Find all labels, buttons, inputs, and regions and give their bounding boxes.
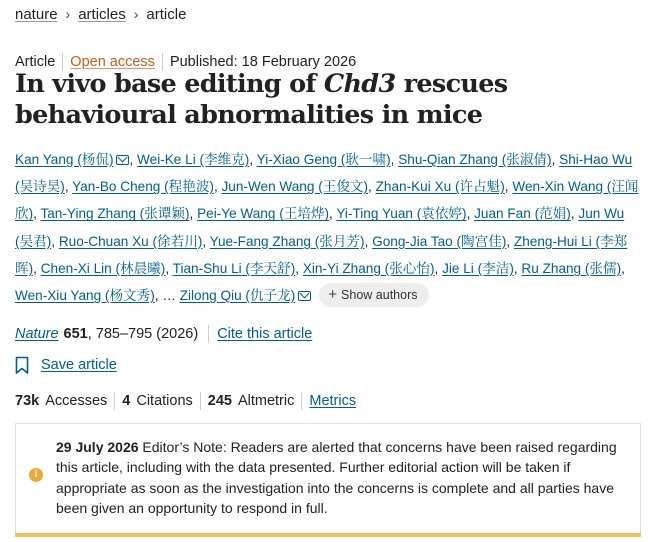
save-article-button[interactable] bbox=[15, 355, 117, 375]
breadcrumb-link-nature[interactable]: nature bbox=[15, 6, 58, 23]
accesses-label: Accesses bbox=[45, 393, 108, 409]
author-link[interactable]: Tian-Shu Li (李天舒) bbox=[172, 260, 296, 276]
author-link[interactable]: Pei-Ye Wang (王培烨) bbox=[197, 206, 330, 222]
open-access-link[interactable]: Open access bbox=[70, 54, 155, 70]
author-link[interactable]: Wen-Xiu Yang (杨文秀) bbox=[15, 288, 155, 304]
breadcrumb bbox=[15, 6, 186, 24]
author-link[interactable]: Yan-Bo Cheng (程艳波) bbox=[72, 179, 214, 195]
title-gene: Chd3 bbox=[323, 69, 396, 99]
author-link[interactable]: Shu-Qian Zhang (张淑倩) bbox=[398, 152, 552, 167]
citations-value: 4 bbox=[122, 393, 131, 409]
author-link[interactable]: Zhan-Kui Xu (许占魁) bbox=[375, 179, 505, 195]
chevron-right-icon: › bbox=[133, 6, 139, 22]
author-link[interactable]: Yue-Fang Zhang (张月芳) bbox=[209, 233, 365, 249]
citation-line bbox=[15, 325, 312, 343]
published-date: Published: 18 February 2026 bbox=[169, 54, 357, 70]
author-link[interactable]: Zheng-Hui Li (李郑晖) bbox=[15, 233, 628, 276]
author-list: Kan Yang (杨侃) , Wei-Ke Li (李维克), Yi-Xiao Geng (耿一啸), Shu-Qian Zhang (张淑倩), Shi-Hao Wu (吴诗昊), Yan-Bo Cheng (程艳波), Jun-Wen Wang (王俊文), Zhan-Kui Xu (许占魁), Wen-Xin Wang (汪闻欣), Tan-Ying Zhang (张谭颖), Pei-Ye Wang (王培烨), Yi-Ting Yuan (袁依婷), Juan Fan (范娟), Jun Wu (吴君), Ruo-Chuan Xu (徐若川), Yue-Fang Zhang (张月芳), Gong-Jia Tao (陶宫佳), Zheng-Hui Li (李郑晖), Chen-Xi Lin (林晨曦), Tian-Shu Li (李天舒), Xin-Yi Zhang (张心怡), Jie Li (李洁), Ru Zhang (张儒), Wen-Xiu Yang (杨文秀), … Zilong Qiu (仇子龙) + Show authors bbox=[15, 146, 645, 309]
show-authors-label: Show authors bbox=[341, 288, 418, 303]
breadcrumb-current: article bbox=[146, 6, 187, 23]
author-link[interactable]: Gong-Jia Tao (陶宫佳) bbox=[372, 233, 507, 249]
divider bbox=[114, 392, 115, 410]
article-type: Article bbox=[15, 54, 56, 70]
author-link[interactable]: Juan Fan (范娟) bbox=[474, 206, 571, 222]
volume: 651 bbox=[63, 326, 88, 342]
author-link[interactable]: Jun Wu (吴君) bbox=[15, 206, 625, 249]
altmetric-value: 245 bbox=[207, 393, 232, 409]
author-link[interactable]: Kan Yang (杨侃) bbox=[15, 152, 114, 167]
author-link[interactable]: Wei-Ke Li (李维克) bbox=[137, 152, 250, 167]
author-link[interactable]: Jie Li (李洁) bbox=[442, 260, 514, 276]
chevron-right-icon: › bbox=[65, 6, 71, 22]
plus-icon: + bbox=[328, 286, 338, 304]
banner-accent-bar bbox=[15, 533, 641, 537]
author-link[interactable]: Ruo-Chuan Xu (徐若川) bbox=[58, 233, 203, 249]
mail-icon[interactable] bbox=[116, 155, 129, 165]
save-article-label[interactable]: Save article bbox=[41, 357, 117, 373]
author-link[interactable]: Shi-Hao Wu (吴诗昊) bbox=[15, 152, 633, 195]
show-authors-button[interactable] bbox=[319, 283, 429, 307]
info-icon: i bbox=[29, 468, 43, 482]
author-link[interactable]: Wen-Xin Wang (汪闻欣) bbox=[15, 179, 639, 222]
mail-icon[interactable] bbox=[298, 291, 311, 301]
author-link[interactable]: Yi-Xiao Geng (耿一啸) bbox=[256, 152, 391, 167]
journal-link[interactable]: Nature bbox=[15, 326, 59, 342]
citations-label: Citations bbox=[136, 393, 193, 409]
divider bbox=[301, 392, 302, 410]
pages: , 785–795 (2026) bbox=[87, 326, 199, 342]
editor-note-date: 29 July 2026 bbox=[56, 439, 139, 455]
author-link[interactable]: Jun-Wen Wang (王俊文) bbox=[221, 179, 369, 195]
author-link[interactable]: Zilong Qiu (仇子龙) bbox=[179, 288, 296, 304]
article-title bbox=[15, 69, 650, 131]
author-link[interactable]: Ru Zhang (张儒) bbox=[521, 260, 622, 276]
divider bbox=[208, 325, 209, 343]
title-part: In vivo base editing of bbox=[15, 69, 324, 99]
bookmark-icon bbox=[15, 356, 29, 375]
author-link[interactable]: Tan-Ying Zhang (张谭颖) bbox=[40, 206, 190, 222]
article-metrics bbox=[15, 392, 356, 410]
breadcrumb-link-articles[interactable]: articles bbox=[78, 6, 126, 23]
metrics-link[interactable]: Metrics bbox=[309, 393, 357, 409]
accesses-value: 73k bbox=[15, 393, 40, 409]
cite-article-link[interactable]: Cite this article bbox=[217, 326, 313, 342]
editor-note-text bbox=[56, 437, 626, 518]
altmetric-label: Altmetric bbox=[237, 393, 295, 409]
title-part: rescues behavioural abnormalities in mice bbox=[15, 69, 508, 130]
author-ellipsis: … bbox=[162, 288, 176, 304]
author-link[interactable]: Xin-Yi Zhang (张心怡) bbox=[302, 260, 435, 276]
editor-note-body: Editor’s Note: Readers are alerted that concerns have been raised regarding this article, including with the data presented. Further editorial action will be taken if appropriate as soon as the investigation into the concerns is complete and all parties have been given an opportunity to respond in full. bbox=[56, 439, 617, 516]
divider bbox=[200, 392, 201, 410]
author-link[interactable]: Yi-Ting Yuan (袁依婷) bbox=[336, 206, 467, 222]
editor-note-banner bbox=[15, 423, 641, 534]
author-link[interactable]: Chen-Xi Lin (林晨曦) bbox=[40, 260, 166, 276]
